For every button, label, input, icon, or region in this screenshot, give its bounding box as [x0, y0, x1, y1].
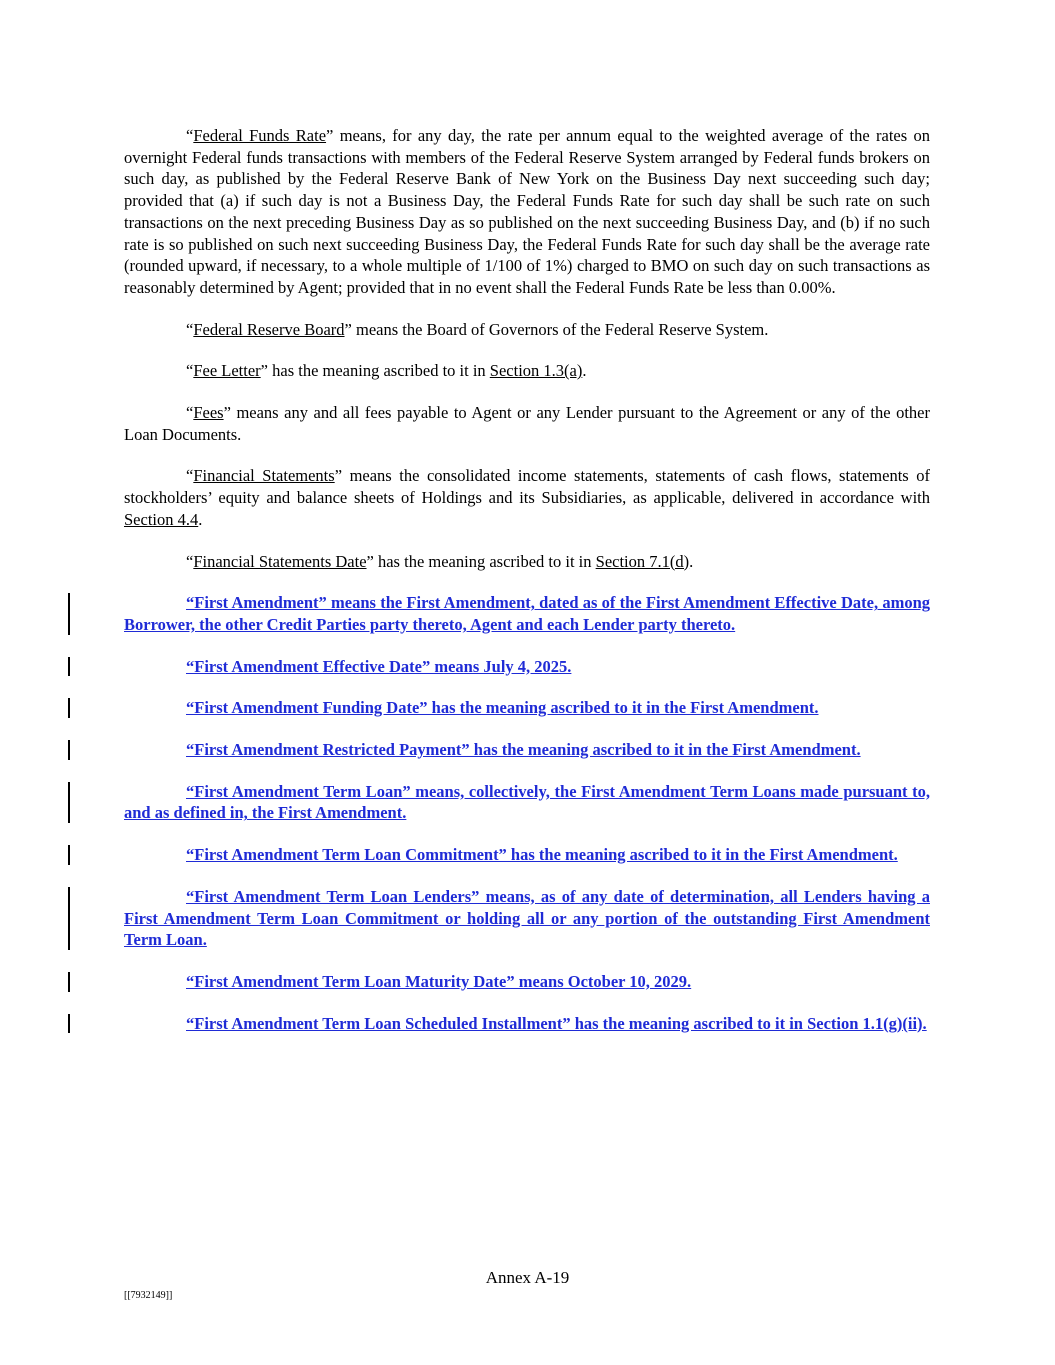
- defined-term: Federal Funds Rate: [193, 126, 327, 145]
- definition-federal-funds-rate: “Federal Funds Rate” means, for any day, the rate per annum equal to the weighted average of the rates on overnight Federal funds transactions with members of the Federal Reserve System arranged by Federal funds brokers on such day, as published by the Federal Reserve Bank of New York on the Business Day next succeeding such day; provided that (a) if such day is not a Business Day, the Federal Funds Rate for such day shall be such rate on such transactions on the next preceding Business Day as so published on the next succeeding Business Day, and (b) if no such rate is so published on such next succeeding Business Day, the Federal Funds Rate for such day shall be the average rate (rounded upward, if necessary, to a whole multiple of 1/100 of 1%) charged to BMO on such day on such transactions as reasonably determined by Agent; provided that in no event shall the Federal Funds Rate be less than 0.00%.: [124, 126, 931, 297]
- definition-fees: “Fees” means any and all fees payable to Agent or any Lender pursuant to the Agreement or any of the other Loan Documents.: [124, 403, 930, 444]
- definition-end: .: [582, 361, 587, 381]
- inserted-definition-first-amendment: “First Amendment” means the First Amendment, dated as of the First Amendment Effective Date, among Borrower, the other Credit Parties party thereto, Agent and each Lender party thereto.: [124, 593, 930, 634]
- inserted-definition-first-amendment-restricted-payment: “First Amendment Restricted Payment” has the meaning ascribed to it in the First Amendment.: [124, 739, 930, 761]
- inserted-definition-term-loan-commitment: “First Amendment Term Loan Commitment” has the meaning ascribed to it in the First Amendment.: [124, 844, 930, 866]
- section-reference: Section 1.3(a): [489, 361, 583, 381]
- defined-term: Federal Reserve Board: [193, 319, 345, 339]
- definition-financial-statements: “Financial Statements” means the consolidated income statements, statements of cash flows, statements of stockholders’ equity and balance sheets of Holdings and its Subsidiaries, as applicable, delivered in accordance with Section 4.4.: [124, 466, 930, 529]
- section-reference: Section 4.4: [124, 509, 199, 529]
- document-body: [124, 125, 930, 1054]
- definition-fee-letter: “Fee Letter” has the meaning ascribed to it in Section 1.3(a).: [186, 361, 587, 381]
- inserted-definition-term-loan-scheduled-installment: “First Amendment Term Loan Scheduled Installment” has the meaning ascribed to it in Section 1.1(g)(ii).: [124, 1013, 930, 1035]
- definition-text: means the consolidated income statements, statements of cash flows, statements of stockholders’ equity and balance sheets of Holdings and its Subsidiaries, as applicable, delivered in accordance with: [124, 466, 930, 508]
- document-id: [[7932149]]: [124, 1290, 173, 1301]
- definition-federal-reserve-board: “Federal Reserve Board” means the Board of Governors of the Federal Reserve System.: [186, 319, 769, 339]
- section-reference: Section 7.1(d): [595, 551, 690, 571]
- inserted-definition-term-loan-maturity-date: “First Amendment Term Loan Maturity Date” means October 10, 2029.: [124, 971, 930, 993]
- inserted-definition-term-loan-lenders: “First Amendment Term Loan Lenders” means, as of any date of determination, all Lenders having a First Amendment Term Loan Commitment or holding all or any portion of the outstanding First Amendment Term Loan.: [124, 886, 930, 950]
- definition-end: .: [198, 509, 203, 529]
- definition-end: .: [689, 551, 694, 571]
- definition-financial-statements-date: “Financial Statements Date” has the meaning ascribed to it in Section 7.1(d).: [186, 551, 694, 571]
- defined-term: Fee Letter: [193, 361, 261, 381]
- defined-term: Fees: [193, 403, 224, 423]
- defined-term: Financial Statements Date: [193, 551, 367, 571]
- definition-text: means, for any day, the rate per annum equal to the weighted average of the rates on overnight Federal funds transactions with members of the Federal Reserve System arranged by Federal funds brokers on such day, as published by the Federal Reserve Bank of New York on the Business Day next succeeding such day; provided that (a) if such day is not a Business Day, the Federal Funds Rate for such day shall be such rate on such transactions on the next preceding Business Day as so published on the next succeeding Business Day, and (b) if no such rate is so published on such next succeeding Business Day, the Federal Funds Rate for such day shall be the average rate (rounded upward, if necessary, to a whole multiple of 1/100 of 1%) charged to BMO on such day on such transactions as reasonably determined by Agent; provided that in no event shall the Federal Funds Rate be less than 0.00%.: [124, 126, 931, 297]
- inserted-definition-first-amendment-funding-date: “First Amendment Funding Date” has the meaning ascribed to it in the First Amendment.: [124, 697, 930, 719]
- inserted-definition-first-amendment-term-loan: “First Amendment Term Loan” means, collectively, the First Amendment Term Loans made pursuant to, and as defined in, the First Amendment.: [124, 781, 930, 823]
- page-number: Annex A-19: [485, 1268, 570, 1287]
- inserted-definition-first-amendment-effective-date: “First Amendment Effective Date” means July 4, 2025.: [124, 656, 930, 678]
- definition-text: has the meaning ascribed to it in: [373, 551, 596, 571]
- definition-text: means the Board of Governors of the Federal Reserve System.: [351, 319, 769, 339]
- definition-text: means any and all fees payable to Agent or any Lender pursuant to the Agreement or any of the other Loan Documents.: [124, 403, 930, 444]
- definition-text: has the meaning ascribed to it in: [268, 361, 490, 381]
- defined-term: Financial Statements: [193, 466, 335, 486]
